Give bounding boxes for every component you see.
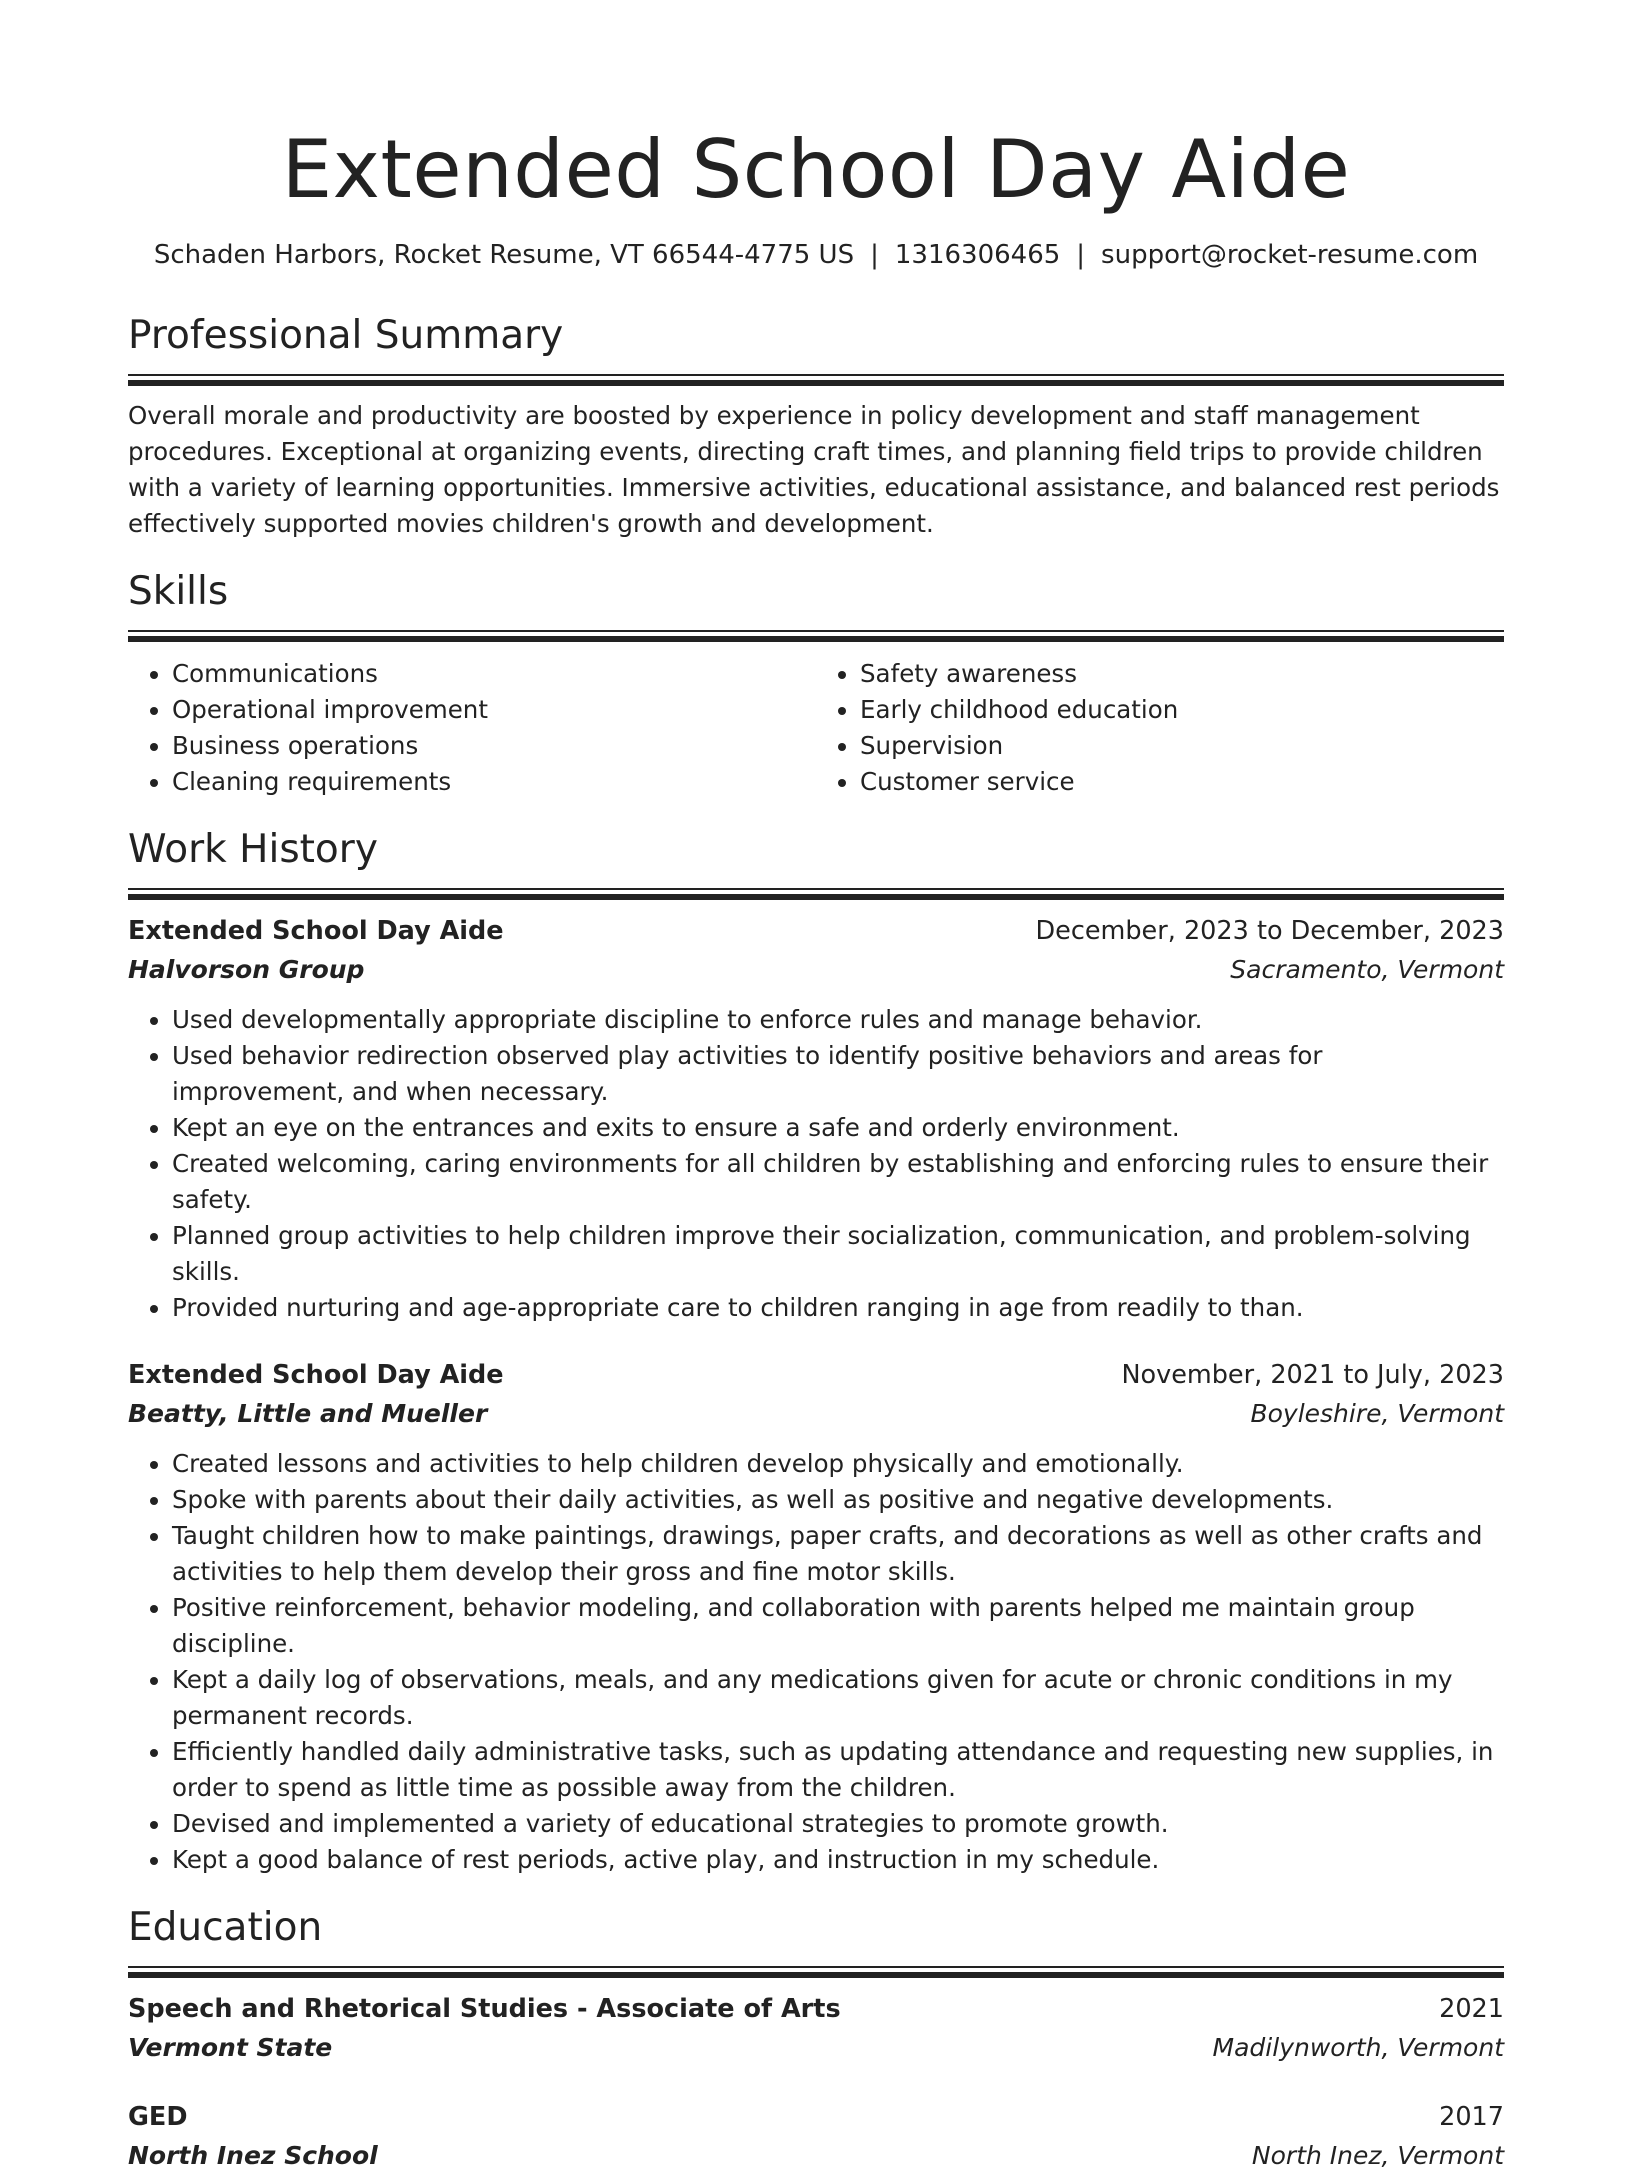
education-entry	[128, 2098, 1504, 2176]
contact-email[interactable]: support@rocket-resume.com	[1101, 240, 1479, 270]
contact-phone: 1316306465	[894, 240, 1061, 270]
job-title: Extended School Day Aide	[128, 916, 504, 946]
school-name: North Inez School	[128, 2141, 378, 2170]
responsibility-item: • Taught children how to make paintings, drawings, paper crafts, and decorations as well as other crafts and activities to help them develop their gross and fine motor skills.	[172, 1518, 1504, 1590]
education-entry	[128, 1990, 1504, 2068]
skill-item: • Supervision	[860, 728, 1504, 764]
degree-name: Speech and Rhetorical Studies - Associate of Arts	[128, 1994, 841, 2024]
responsibility-item: • Kept an eye on the entrances and exits to ensure a safe and orderly environment.	[172, 1110, 1504, 1146]
graduation-year: 2017	[1439, 2102, 1504, 2132]
contact-line	[128, 238, 1504, 272]
job-location: Sacramento, Vermont	[1230, 955, 1504, 984]
education-heading: Education	[128, 1905, 323, 1950]
education-subheader	[128, 2028, 1504, 2068]
job-subheader	[128, 1394, 1504, 1434]
summary-text: Overall morale and productivity are boosted by experience in policy development and staff management procedures. Exceptional at organizing events, directing craft times, and planning field trips to provide children with a variety of learning opportunities. Immersive activities, educational assistance, and balanced rest periods effectively supported movies children's growth and development.	[128, 401, 1500, 538]
responsibility-item: • Planned group activities to help children improve their socialization, communication, and problem-solving skills.	[172, 1218, 1504, 1290]
responsibility-item: • Provided nurturing and age-appropriate care to children ranging in age from readily to than.	[172, 1290, 1504, 1326]
skill-item: • Communications	[172, 656, 816, 692]
responsibility-item: • Used developmentally appropriate discipline to enforce rules and manage behavior.	[172, 1002, 1504, 1038]
job-location: Boyleshire, Vermont	[1250, 1399, 1504, 1428]
responsibility-item: • Created lessons and activities to help children develop physically and emotionally.	[172, 1446, 1504, 1482]
job-entry	[128, 1356, 1504, 1878]
job-company: Beatty, Little and Mueller	[128, 1399, 488, 1428]
responsibility-item: • Devised and implemented a variety of educational strategies to promote growth.	[172, 1806, 1504, 1842]
skill-item: • Operational improvement	[172, 692, 816, 728]
job-entry	[128, 912, 1504, 1326]
job-header	[128, 912, 1504, 950]
skill-item: • Early childhood education	[860, 692, 1504, 728]
responsibility-item: • Positive reinforcement, behavior modeling, and collaboration with parents helped me maintain group discipline.	[172, 1590, 1504, 1662]
skill-item: • Cleaning requirements	[172, 764, 816, 800]
contact-address: Schaden Harbors, Rocket Resume, VT 66544-4775 US	[153, 240, 855, 270]
job-title: Extended School Day Aide	[128, 1360, 504, 1390]
skills-columns	[128, 656, 1504, 800]
responsibility-item: • Kept a daily log of observations, meals, and any medications given for acute or chronic conditions in my permanent records.	[172, 1662, 1504, 1734]
responsibility-item: • Kept a good balance of rest periods, active play, and instruction in my schedule.	[172, 1842, 1504, 1878]
section-divider	[128, 888, 1504, 900]
education-header	[128, 1990, 1504, 2028]
summary-section	[128, 312, 1504, 542]
work-history-heading: Work History	[128, 827, 378, 872]
education-subheader	[128, 2136, 1504, 2176]
summary-heading: Professional Summary	[128, 313, 564, 358]
education-header	[128, 2098, 1504, 2136]
section-divider	[128, 630, 1504, 642]
skill-item: • Customer service	[860, 764, 1504, 800]
job-responsibilities	[128, 1446, 1504, 1878]
job-company: Halvorson Group	[128, 955, 365, 984]
skills-list-right	[816, 656, 1504, 800]
degree-name: GED	[128, 2102, 188, 2132]
skills-list-left	[128, 656, 816, 800]
school-name: Vermont State	[128, 2033, 333, 2062]
job-header	[128, 1356, 1504, 1394]
responsibility-item: • Efficiently handled daily administrative tasks, such as updating attendance and requesting new supplies, in order to spend as little time as possible away from the children.	[172, 1734, 1504, 1806]
graduation-year: 2021	[1439, 1994, 1504, 2024]
job-dates: December, 2023 to December, 2023	[1035, 916, 1504, 946]
job-responsibilities	[128, 1002, 1504, 1326]
section-divider	[128, 1966, 1504, 1978]
responsibility-item: • Used behavior redirection observed play activities to identify positive behaviors and areas for improvement, and when necessary.	[172, 1038, 1504, 1110]
education-section	[128, 1904, 1504, 2176]
skill-item: • Business operations	[172, 728, 816, 764]
job-subheader	[128, 950, 1504, 990]
job-dates: November, 2021 to July, 2023	[1121, 1360, 1504, 1390]
contact-separator: |	[1076, 240, 1086, 270]
school-location: Madilynworth, Vermont	[1212, 2033, 1504, 2062]
candidate-name: Extended School Day Aide	[281, 123, 1351, 216]
contact-separator: |	[870, 240, 879, 270]
responsibility-item: • Spoke with parents about their daily activities, as well as positive and negative developments.	[172, 1482, 1504, 1518]
work-history-section	[128, 826, 1504, 1878]
responsibility-item: • Created welcoming, caring environments for all children by establishing and enforcing rules to ensure their safety.	[172, 1146, 1504, 1218]
skills-heading: Skills	[128, 569, 229, 614]
skills-section	[128, 568, 1504, 800]
section-divider	[128, 374, 1504, 386]
school-location: North Inez, Vermont	[1251, 2141, 1504, 2170]
skill-item: • Safety awareness	[860, 656, 1504, 692]
